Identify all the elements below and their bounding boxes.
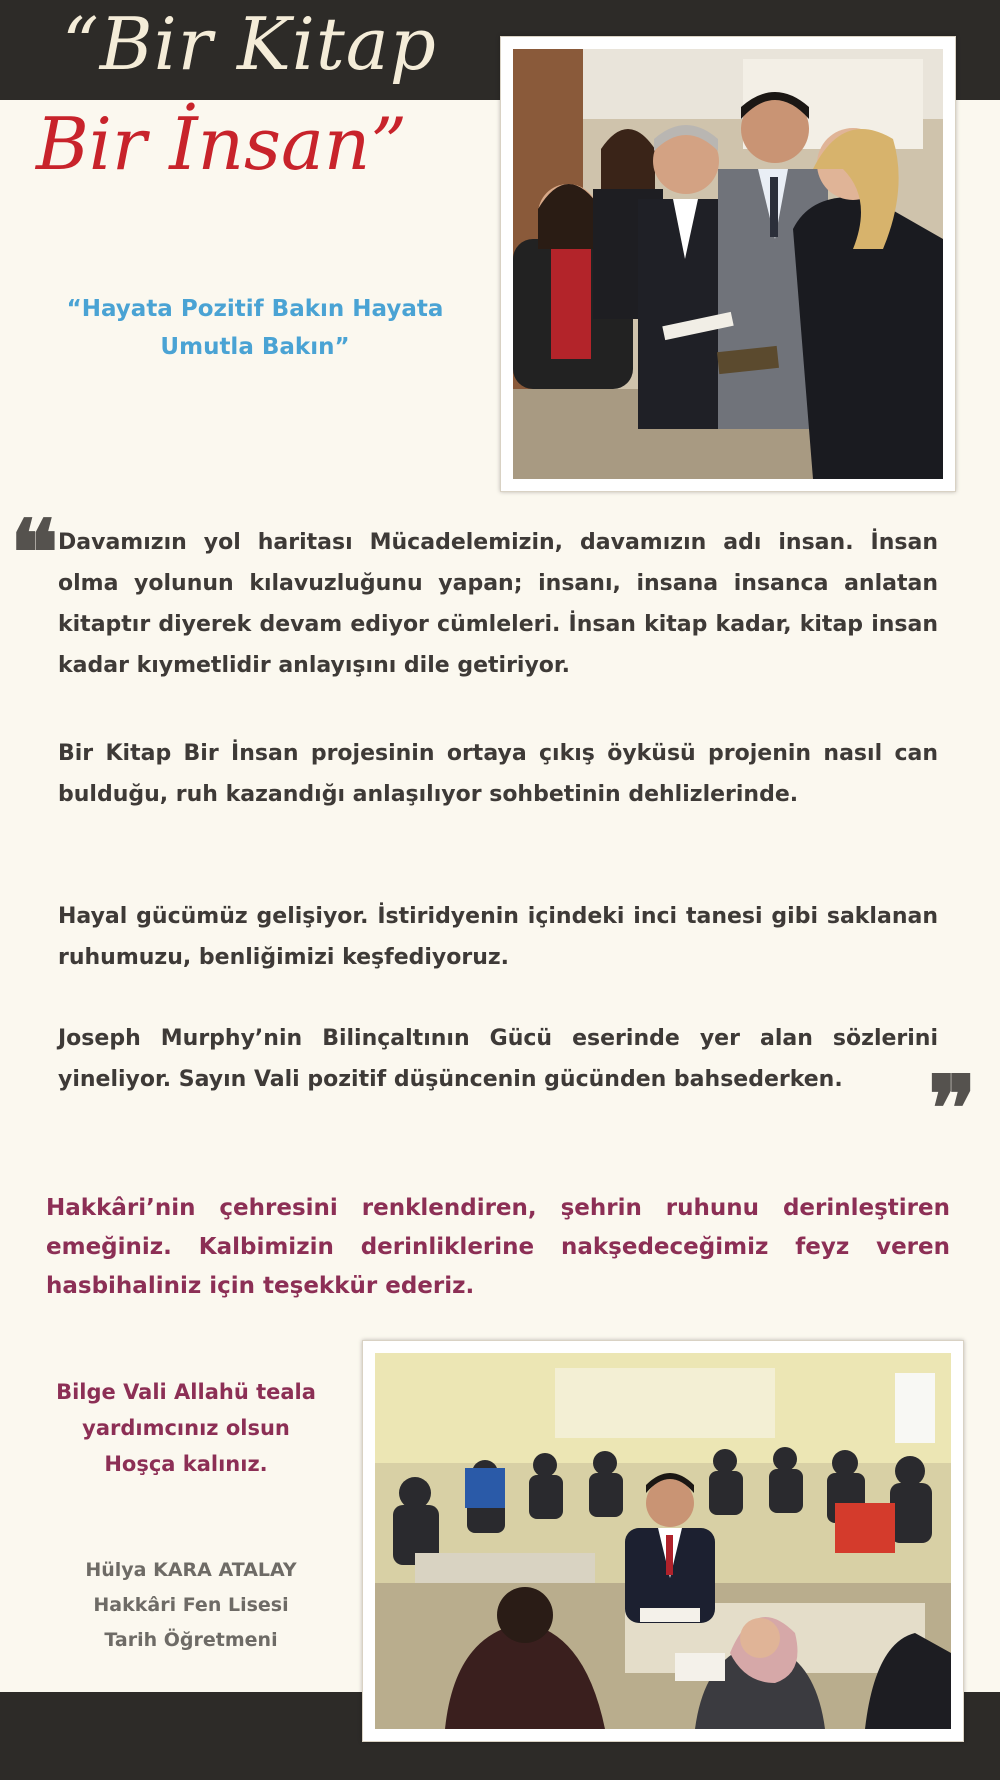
thanks-message: Hakkâri’nin çehresini renklendiren, şehrin ruhunu derinleştiren emeğiniz. Kalbimizin derinliklerine nakşedeceğimiz feyz veren hasbihaliniz için teşekkür ederiz. [46, 1195, 950, 1299]
author-role: Tarih Öğretmeni [104, 1629, 278, 1651]
closing-wishes [28, 1374, 344, 1482]
paragraph-3: Hayal gücümüz gelişiyor. İstiridyenin içindeki inci tanesi gibi saklanan ruhumuzu, benliğimizi keşfediyoruz. [58, 904, 938, 970]
paragraph-2: Bir Kitap Bir İnsan projesinin ortaya çıkış öyküsü projenin nasıl can bulduğu, ruh kazandığı anlaşılıyor sohbetinin dehlizlerinde. [58, 741, 938, 807]
close-quote-icon: ❞ [928, 1056, 977, 1162]
photo-reading-session-image [375, 1353, 951, 1729]
author-signature [48, 1553, 334, 1658]
title-line-2: Bir İnsan” [36, 102, 408, 186]
author-school: Hakkâri Fen Lisesi [93, 1594, 289, 1616]
author-name: Hülya KARA ATALAY [85, 1559, 297, 1581]
closing-line-1: Bilge Vali Allahü teala [56, 1380, 316, 1404]
title-line-1: “Bir Kitap [62, 2, 437, 86]
photo-reading-session [362, 1340, 964, 1742]
photo-book-gift-image [513, 49, 943, 479]
closing-line-2: yardımcınız olsun [82, 1416, 290, 1440]
paragraph-1: Davamızın yol haritası Mücadelemizin, davamızın adı insan. İnsan olma yolunun kılavuzluğunu yapan; insanı, insana insanca anlatan kitaptır diyerek devam ediyor cümleleri. İnsan kitap kadar, kitap insan kadar kıymetlidir anlayışını dile getiriyor. [58, 530, 938, 678]
closing-line-3: Hoşça kalınız. [104, 1452, 268, 1476]
open-quote-icon: ❝ [10, 500, 59, 606]
paragraph-4: Joseph Murphy’nin Bilinçaltının Gücü eserinde yer alan sözlerini yineliyor. Sayın Vali pozitif düşüncenin gücünden bahsederken. [58, 1026, 938, 1092]
subtitle-quote: “Hayata Pozitif Bakın Hayata Umutla Bakın” [66, 296, 444, 360]
photo-book-gift [500, 36, 956, 492]
